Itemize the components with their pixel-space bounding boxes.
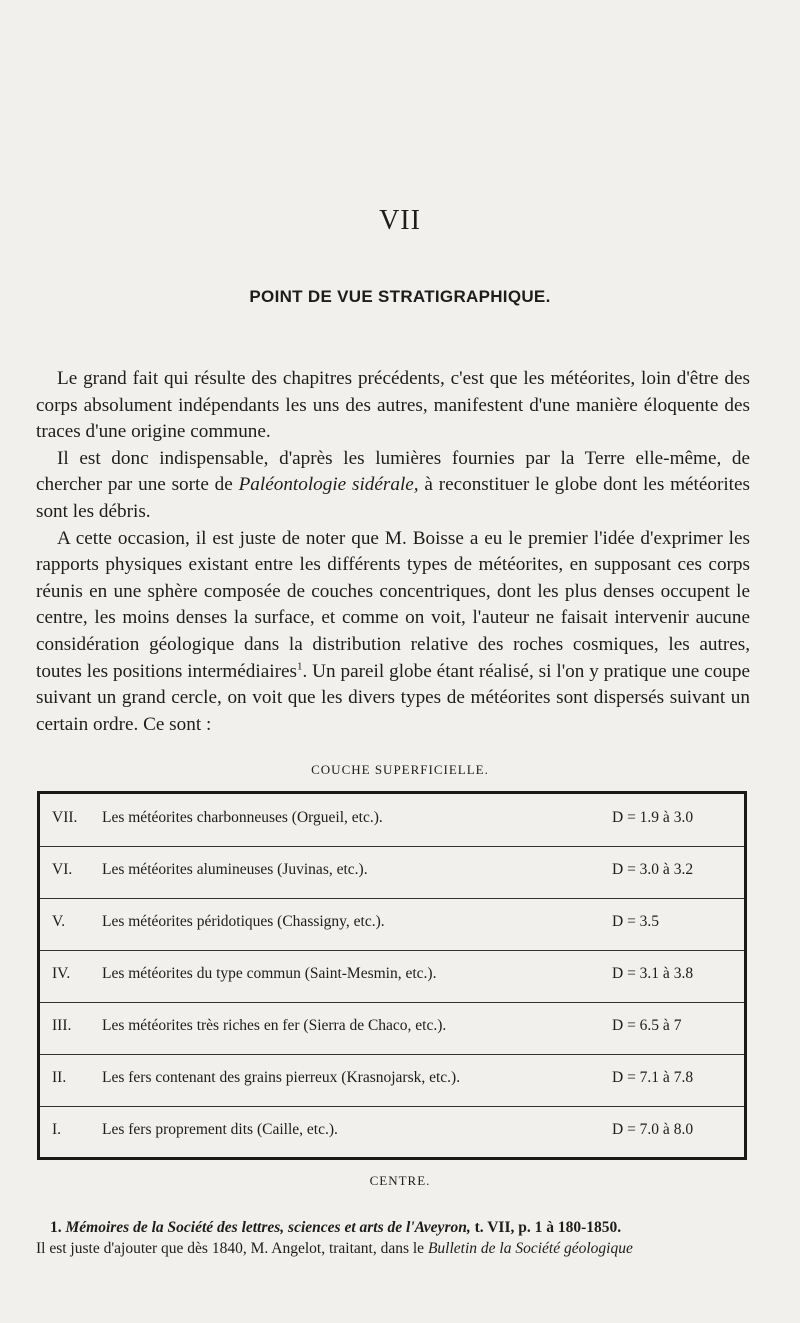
- table-caption-bottom: CENTRE.: [369, 1173, 431, 1188]
- footnote-marker: 1.: [50, 1219, 62, 1236]
- table-row: [40, 898, 744, 950]
- row-number: I.: [52, 1121, 62, 1138]
- row-number: VI.: [52, 861, 73, 878]
- chapter-title: POINT DE VUE STRATIGRAPHIQUE.: [249, 287, 551, 306]
- row-label: Les météorites très riches en fer (Sierra de Chaco, etc.).: [102, 1017, 447, 1034]
- table-row: [40, 950, 744, 1002]
- row-number: V.: [52, 913, 66, 930]
- row-density: D = 7.1 à 7.8: [612, 1069, 694, 1086]
- strata-table: [37, 791, 747, 1160]
- row-number: II.: [52, 1069, 67, 1086]
- row-density: D = 1.9 à 3.0: [612, 809, 694, 826]
- table-row: [40, 846, 744, 898]
- row-density: D = 6.5 à 7: [612, 1017, 682, 1034]
- row-density: D = 3.5: [612, 913, 660, 930]
- paragraph-2: [36, 446, 750, 526]
- paragraph-3: [36, 526, 750, 739]
- table-row: [40, 1002, 744, 1054]
- footnote-line-2: [36, 1238, 750, 1259]
- paragraph-1: Le grand fait qui résulte des chapitres précédents, c'est que les météorites, loin d'être des corps absolument indépendants les uns des autres, manifestent d'une manière éloquente des traces d'une origine commune.: [36, 368, 750, 443]
- paragraph-2-end: à reconstituer le globe dont les météorites sont les débris.: [36, 474, 750, 522]
- row-density: D = 3.0 à 3.2: [612, 861, 694, 878]
- row-density: D = 3.1 à 3.8: [612, 965, 694, 982]
- footnote-reference[interactable]: 1: [296, 660, 303, 673]
- chapter-number: VII: [379, 205, 421, 236]
- row-label: Les fers proprement dits (Caille, etc.).: [102, 1121, 338, 1138]
- paragraph-2-start: Il est donc indispensable, d'après les lumières fournies par la Terre elle-même, de chercher par une sorte de: [36, 447, 750, 496]
- row-label: Les fers contenant des grains pierreux (Krasnojarsk, etc.).: [102, 1069, 461, 1086]
- row-label: Les météorites alumineuses (Juvinas, etc.).: [102, 861, 368, 878]
- row-label: Les météorites charbonneuses (Orgueil, etc.).: [102, 809, 383, 826]
- row-density: D = 7.0 à 8.0: [612, 1121, 694, 1138]
- table-row: [40, 794, 744, 846]
- footnote-source-ref: t. VII, p. 1 à 180-1850.: [470, 1219, 622, 1236]
- row-number: IV.: [52, 965, 71, 982]
- row-label: Les météorites du type commun (Saint-Mesmin, etc.).: [102, 965, 437, 982]
- paragraph-2-emphasis: Paléontologie sidérale,: [238, 474, 419, 496]
- footnote-source-title: Mémoires de la Société des lettres, sciences et arts de l'Aveyron,: [65, 1219, 471, 1236]
- table-row: [40, 1054, 744, 1106]
- table-caption-top: COUCHE SUPERFICIELLE.: [311, 762, 489, 777]
- paragraph-3-end: . Un pareil globe étant réalisé, si l'on y pratique une coupe suivant un grand cercle, on voit que les divers types de météorites sont dispersés suivant un certain ordre. Ce sont :: [36, 660, 750, 735]
- body-text: [36, 366, 750, 738]
- row-number: VII.: [52, 809, 78, 826]
- footnote-bulletin-title: Bulletin de la Société géologique: [427, 1240, 633, 1257]
- paragraph-3-start: A cette occasion, il est juste de noter que M. Boisse a eu le premier l'idée d'exprimer les rapports physiques existant entre les différents types de météorites, en supposant ces corps réunis en une sphère composée de couches concentriques, dont les plus denses occupent le centre, les moins denses la surface, et comme on voit, l'auteur ne faisait intervenir aucune considération géologique dans la distribution relative des roches cosmiques, les autres, toutes les positions intermédiaires: [36, 527, 750, 682]
- row-label: Les météorites péridotiques (Chassigny, etc.).: [102, 913, 385, 930]
- table-row: [40, 1106, 744, 1158]
- footnote: [36, 1217, 750, 1259]
- row-number: III.: [52, 1017, 72, 1034]
- footnote-line-1: [36, 1217, 750, 1238]
- footnote-text: Il est juste d'ajouter que dès 1840, M. Angelot, traitant, dans le: [36, 1240, 428, 1257]
